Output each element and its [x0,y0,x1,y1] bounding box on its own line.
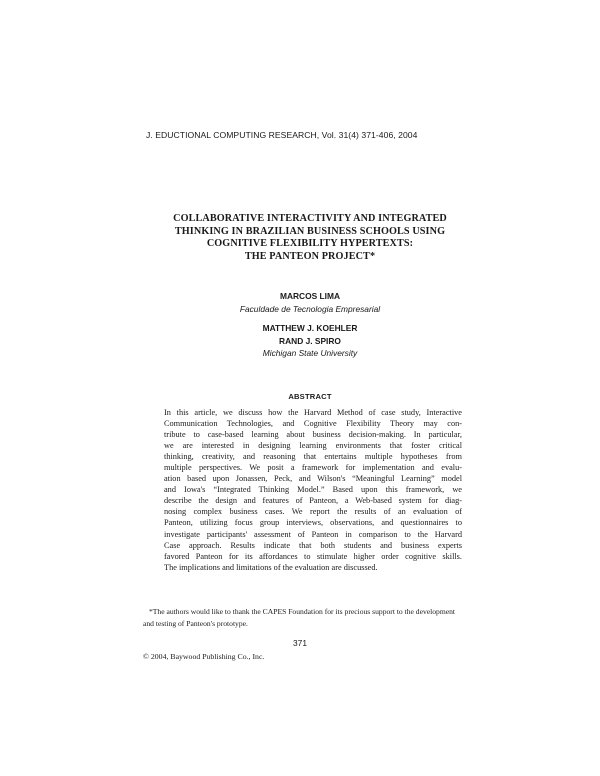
abstract-line: Case approach. Results indicate that both students and business experts [164,540,462,550]
abstract-line: thinking, creativity, and reasoning that entertains multiple hypotheses from [164,452,462,462]
abstract-line: nosing complex business cases. We report the results of an evaluation of [164,507,462,517]
abstract-heading: ABSTRACT [288,392,332,401]
author-name: RAND J. SPIRO [279,335,341,346]
title-line: COLLABORATIVE INTERACTIVITY AND INTEGRATED [173,213,447,224]
footnote-line: and testing of Panteon's prototype. [143,618,248,628]
abstract-text [164,407,462,573]
abstract-line: and Iowa's “Integrated Thinking Model.” Based upon this framework, we [164,485,462,495]
abstract-line: Panteon, utilizing focus group interviews, observations, and questionnaires to [164,518,462,528]
abstract-line: ation based upon Jonassen, Peck, and Wilson's “Meaningful Learning” model [164,474,462,484]
abstract-line: investigate participants' assessment of Panteon in comparison to the Harvard [164,529,462,539]
footnote-line: *The authors would like to thank the CAPES Foundation for its precious support to the development [149,607,456,616]
abstract-line: we are interested in designing learning environments that foster critical [164,441,462,451]
footnote [143,606,463,629]
title-line: THE PANTEON PROJECT* [244,250,376,262]
abstract-line: In this article, we discuss how the Harvard Method of case study, Interactive [164,408,462,417]
abstract-line: favored Panteon for its affordances to stimulate higher order cognitive skills. [164,551,462,561]
author-block [150,290,470,315]
abstract-line: tribute to case-based learning about business decision-making. In particular, [164,430,462,440]
author-affiliation: Michigan State University [262,348,358,358]
author-name: MARCOS LIMA [279,291,340,301]
author-affiliation: Faculdade de Tecnologia Empresarial [239,303,381,314]
abstract-line: describe the design and features of Panteon, a Web-based system for diag- [164,496,462,506]
title-line: COGNITIVE FLEXIBILITY HYPERTEXTS: [206,238,414,249]
abstract-line: multiple perspectives. We posit a framework for implementation and evalu- [164,463,462,473]
article-title [90,213,530,263]
author-block [150,322,470,360]
journal-header: J. EDUCTIONAL COMPUTING RESEARCH, Vol. 31(4) 371-406, 2004 [146,130,418,140]
abstract-line: Communication Technologies, and Cognitive Flexibility Theory may con- [164,419,462,429]
author-name: MATTHEW J. KOEHLER [262,323,358,333]
title-line: THINKING IN BRAZILIAN BUSINESS SCHOOLS USING [174,225,446,237]
abstract-line: The implications and limitations of the evaluation are discussed. [164,562,378,572]
page-number: 371 [293,638,307,648]
copyright-notice: © 2004, Baywood Publishing Co., Inc. [143,652,265,661]
